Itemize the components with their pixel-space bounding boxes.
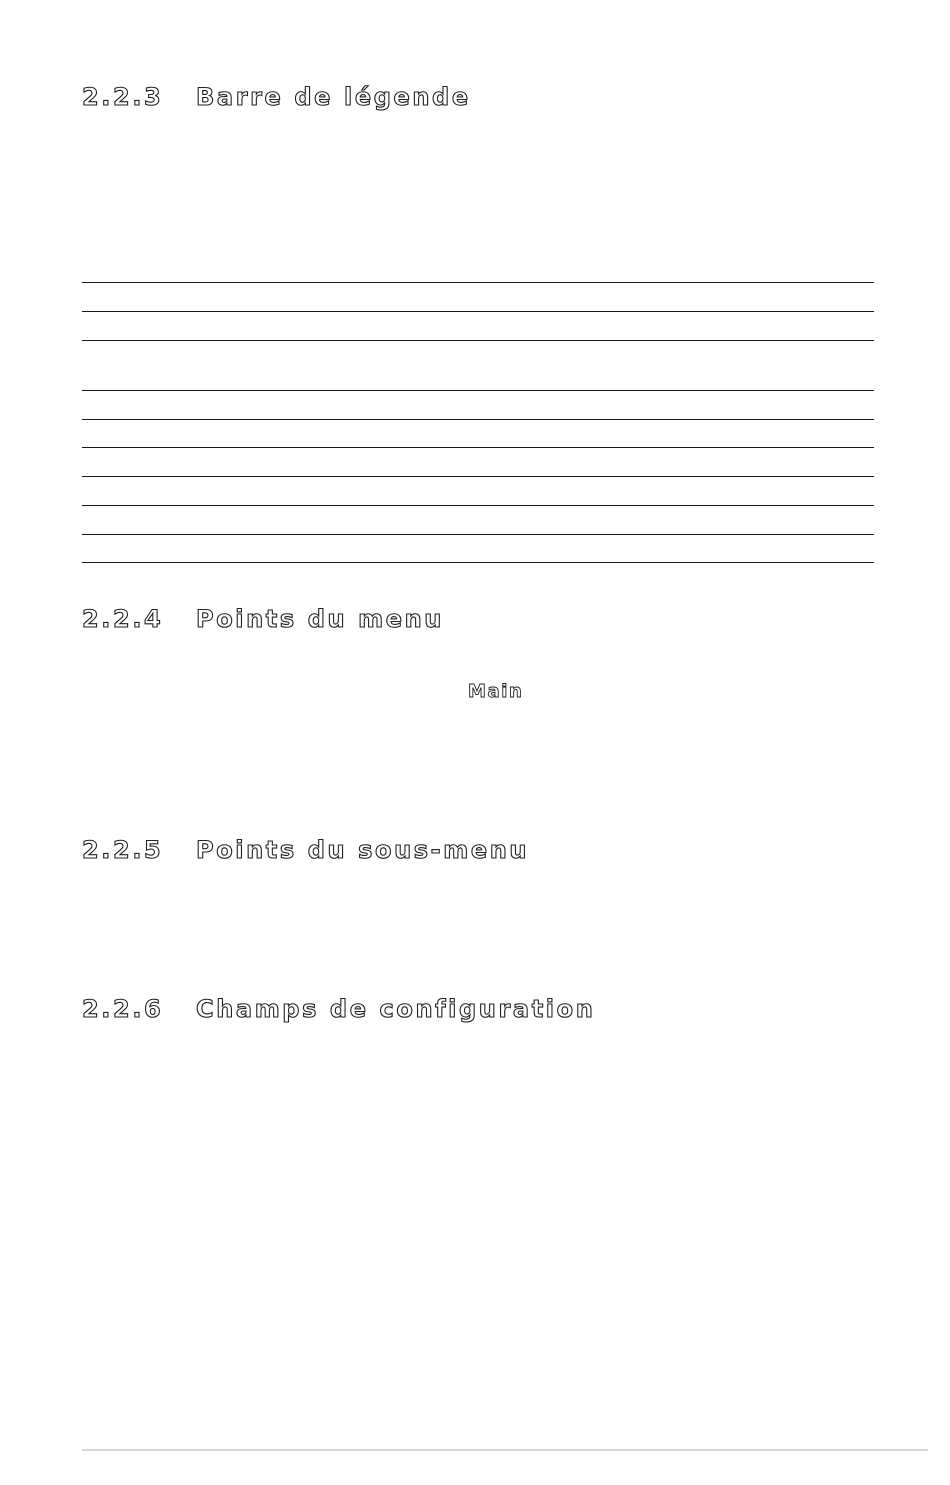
table-rule <box>82 390 874 391</box>
section-number: 2.2.6 <box>82 995 164 1023</box>
section-number: 2.2.4 <box>82 605 164 633</box>
footer-divider <box>82 1449 928 1451</box>
table-rule <box>82 562 874 563</box>
section-heading-2-2-3 <box>82 82 471 112</box>
table-rule <box>82 505 874 506</box>
section-heading-2-2-4 <box>82 604 444 634</box>
section-title: Points du sous-menu <box>196 836 530 864</box>
section-number: 2.2.3 <box>82 83 164 111</box>
table-rule <box>82 476 874 477</box>
section-heading-2-2-5 <box>82 835 529 865</box>
legend-table <box>82 282 874 563</box>
section-title: Points du menu <box>196 605 444 633</box>
menu-term-main: Main <box>468 681 524 702</box>
section-title: Champs de configuration <box>196 995 596 1023</box>
table-rule <box>82 447 874 448</box>
section-heading-2-2-6 <box>82 994 595 1024</box>
table-rule <box>82 340 874 341</box>
section-title: Barre de légende <box>196 83 471 111</box>
table-rule <box>82 534 874 535</box>
section-number: 2.2.5 <box>82 836 164 864</box>
table-rule <box>82 419 874 420</box>
table-rule <box>82 282 874 283</box>
table-rule <box>82 311 874 312</box>
